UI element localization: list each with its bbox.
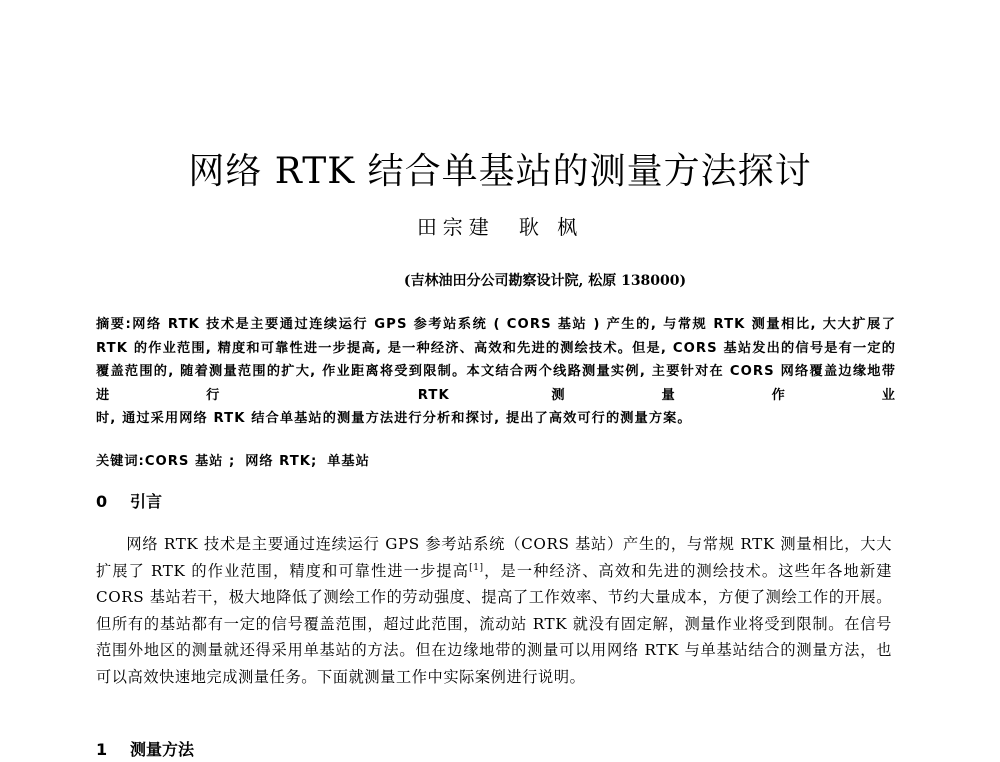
abstract-text-end: 时, 通过采用网络 RTK 结合单基站的测量方法进行分析和探讨, 提出了高效可行的测量方案。 xyxy=(96,411,692,426)
section-number: 0 xyxy=(96,492,108,511)
paragraph-text: ，是一种经济、高效和先进的测绘技术。这些年各地新建 CORS 基站若干，极大地降低了测绘工作的劳动强度、提高了工作效率、节约大量成本，方便了测绘工作的开展。但所有的基站都有一定的信号覆盖范围，超过此范围，流动站 RTK 就没有固定解，测量作业将受到限制。在信号范围外地区的测量就还得采用单基站的方法。但在边缘地带的测量可以用网络 RTK 与单基站结合的测量方法，也可以高效快速地完成测量任务。下面就测量工作中实际案例进行说明。 xyxy=(96,561,892,686)
keywords xyxy=(96,451,896,473)
paragraph-text: 网络 RTK 技术是主要通过连续运行 GPS 参考站系统（CORS 基站）产生的，与常规 RTK 测量相比，大大扩展了 RTK 的作业范围，精度和可靠性进一步提高 xyxy=(96,535,892,580)
abstract-body xyxy=(96,313,896,407)
section-heading-method xyxy=(96,738,194,762)
abstract xyxy=(96,313,896,431)
author-name: 耿 枫 xyxy=(518,215,584,239)
affiliation: (吉林油田分公司勘察设计院, 松原 138000) xyxy=(403,273,687,289)
paper-title: 网络 RTK 结合单基站的测量方法探讨 xyxy=(188,151,812,192)
section-number: 1 xyxy=(96,740,108,759)
author-name: 田宗建 xyxy=(416,215,495,239)
abstract-label: 摘要: xyxy=(96,317,132,332)
section-title: 测量方法 xyxy=(130,740,195,759)
section-title: 引言 xyxy=(130,492,163,511)
intro-paragraph xyxy=(96,531,892,691)
keyword: 单基站 xyxy=(327,454,370,469)
abstract-text: 网络 RTK 技术是主要通过连续运行 GPS 参考站系统 ( CORS 基站 ) 产生的, 与常规 RTK 测量相比, 大大扩展了 RTK 的作业范围, 精度和可靠性进一步提高, 是一种经济、高效和先进的测绘技术。但是, CORS 基站发出的信号是有一定的覆盖范围的, 随着测量范围的扩大, 作业距离将受到限制。本文结合两个线路测量实例, 主要针对在 CORS 网络覆盖边缘地带进行 RTK 测量作业 xyxy=(96,317,896,403)
citation-ref[interactable]: [1] xyxy=(469,562,484,573)
keyword: 网络 RTK; xyxy=(245,454,318,469)
keyword: CORS 基站 ; xyxy=(144,454,236,469)
author-list xyxy=(0,213,1000,241)
section-heading-intro xyxy=(96,490,162,514)
keywords-label: 关键词: xyxy=(96,454,145,469)
